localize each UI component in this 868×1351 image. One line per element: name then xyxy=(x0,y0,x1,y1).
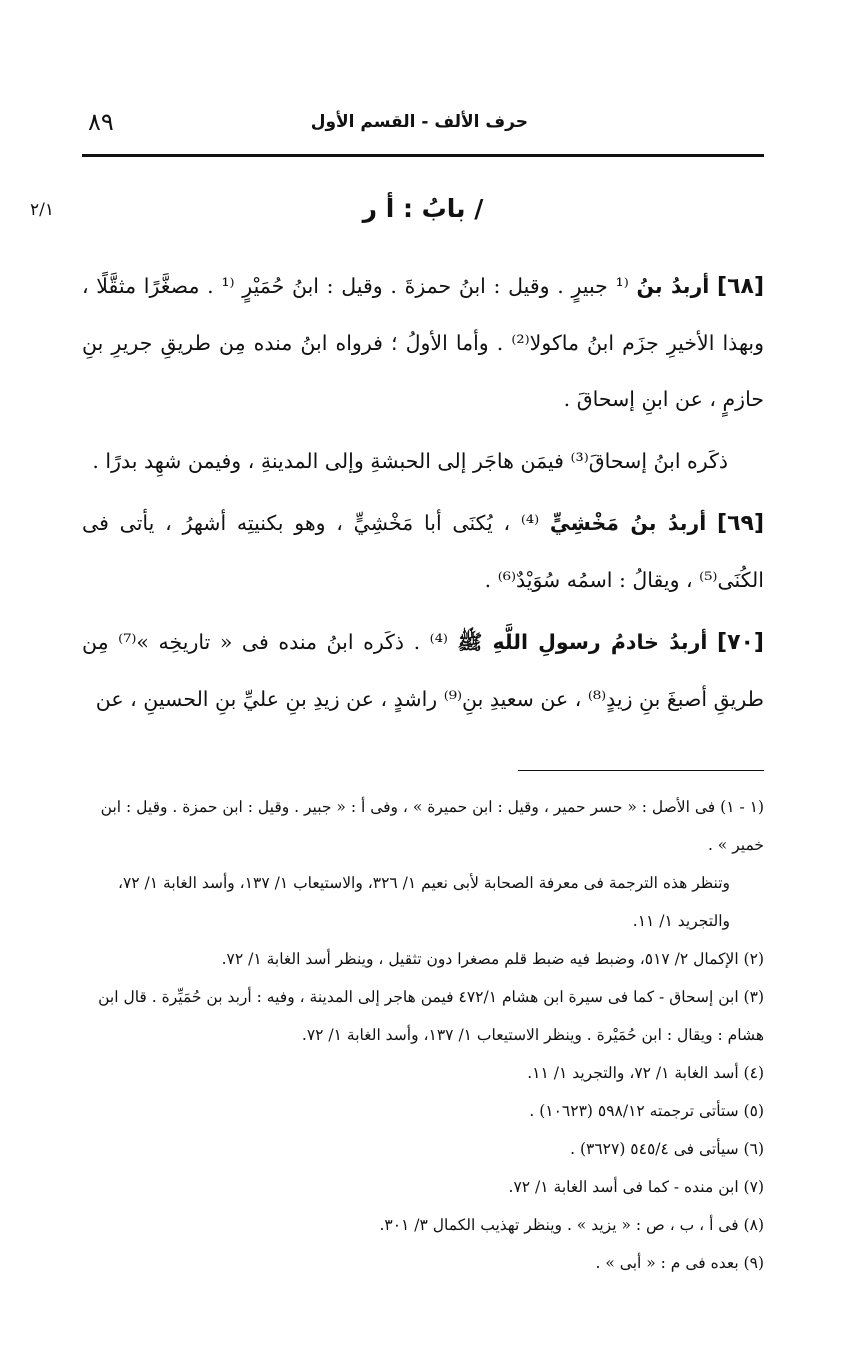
footnote-separator xyxy=(518,770,764,771)
entry-number: [٦٩] xyxy=(717,511,764,536)
footnote: (٩) بعده فى م : « أبى » . xyxy=(595,1254,764,1272)
footnote: (٥) ستأتى ترجمته ٥٩٨/١٢ (١٠٦٢٣) . xyxy=(529,1102,764,1120)
footnotes xyxy=(82,788,764,1282)
entry-69 xyxy=(82,495,764,608)
footnote: وتنظر هذه الترجمة فى معرفة الصحابة لأبى نعيم ١/ ٣٢٦، والاستيعاب ١/ ١٣٧، وأسد الغابة ١/ ٧٢، والتجريد ١/ ١١. xyxy=(117,874,730,930)
entry-name: أربدُ خادمُ رسولِ اللَّهِ ﷺ xyxy=(457,630,708,654)
entry-number: [٦٨] xyxy=(717,274,764,299)
footnote: (٣) ابن إسحاق - كما فى سيرة ابن هشام ٤٧٢/١ فيمن هاجر إلى المدينة ، وفيه : أربد بن حُمَيِّرة . قال ابن هشام : ويقال : ابن حُمَيْرة . وينظر الاستيعاب ١/ ١٣٧، وأسد الغابة ١/ ٧٢. xyxy=(98,988,764,1044)
footnote: (٦) سيأتى فى ٥٤٥/٤ (٣٦٢٧) . xyxy=(570,1140,764,1158)
entry-number: [٧٠] xyxy=(717,630,764,655)
entry-70 xyxy=(82,614,764,727)
page-header xyxy=(82,100,764,144)
entry-name: أربدُ بنُ مَخْشِيٍّ xyxy=(549,511,707,535)
footnote: (٧) ابن منده - كما فى أسد الغابة ١/ ٧٢. xyxy=(508,1178,764,1196)
page-number: ٨٩ xyxy=(88,108,114,136)
footnote: (٤) أسد الغابة ١/ ٧٢، والتجريد ١/ ١١. xyxy=(527,1064,764,1082)
entry-68 xyxy=(82,258,764,427)
entry-text: ⁽⁴⁾ . ذكَره ابنُ منده فى « تاريخِه »⁽⁷⁾ مِن طريقِ أصبغَ بنِ زيدٍ⁽⁸⁾ ، عن سعيدِ بنِ⁽⁹⁾ راشدٍ ، عن زيدِ بنِ عليِّ بنِ الحسينِ ، عن xyxy=(82,630,764,711)
entry-text: ⁽¹ جبيرٍ . وقيل : ابنُ حمزةَ . وقيل : ابنُ حُمَيْرٍ ⁽¹ . مصغَّرًا مثقَّلًا ، وبهذا الأخيرِ جزَم ابنُ ماكولا⁽²⁾ . وأما الأولُ ؛ فرواه ابنُ منده مِن طريقِ جريرِ بنِ حازمٍ ، عن ابنِ إسحاقَ . xyxy=(82,274,764,411)
footnote: (١ - ١) فى الأصل : « حسر حمير ، وقيل : ابن حميرة » ، وفى أ : « جبير . وقيل : ابن حمزة . وقيل : ابن خمير » . xyxy=(100,798,764,854)
entry-name: أربدُ بنُ xyxy=(636,274,710,298)
main-text xyxy=(82,258,764,733)
footnote: (٨) فى أ ، ب ، ص : « يزيد » . وينظر تهذيب الكمال ٣/ ٣٠١. xyxy=(379,1216,764,1234)
header-rule xyxy=(82,154,764,157)
running-title: حرف الألف - القسم الأول xyxy=(310,112,528,132)
entry-68-continuation: ذكَره ابنُ إسحاقَ⁽³⁾ فيمَن هاجَر إلى الحبشةِ وإلى المدينةِ ، وفيمن شهِد بدرًا . xyxy=(92,449,728,473)
footnote: (٢) الإكمال ٢/ ٥١٧، وضبط فيه ضبط قلم مصغرا دون تثقيل ، وينظر أسد الغابة ١/ ٧٢. xyxy=(221,950,764,968)
entry-text: ⁽⁴⁾ ، يُكنَى أبا مَخْشِيٍّ ، وهو بكنيتِه أشهرُ ، يأتى فى الكُنَى⁽⁵⁾ ، ويقالُ : اسمُه سُوَيْدٌ⁽⁶⁾ . xyxy=(82,511,764,592)
chapter-title: / بابُ : أ ر xyxy=(362,194,484,223)
margin-reference: ٢/١ xyxy=(30,200,54,220)
